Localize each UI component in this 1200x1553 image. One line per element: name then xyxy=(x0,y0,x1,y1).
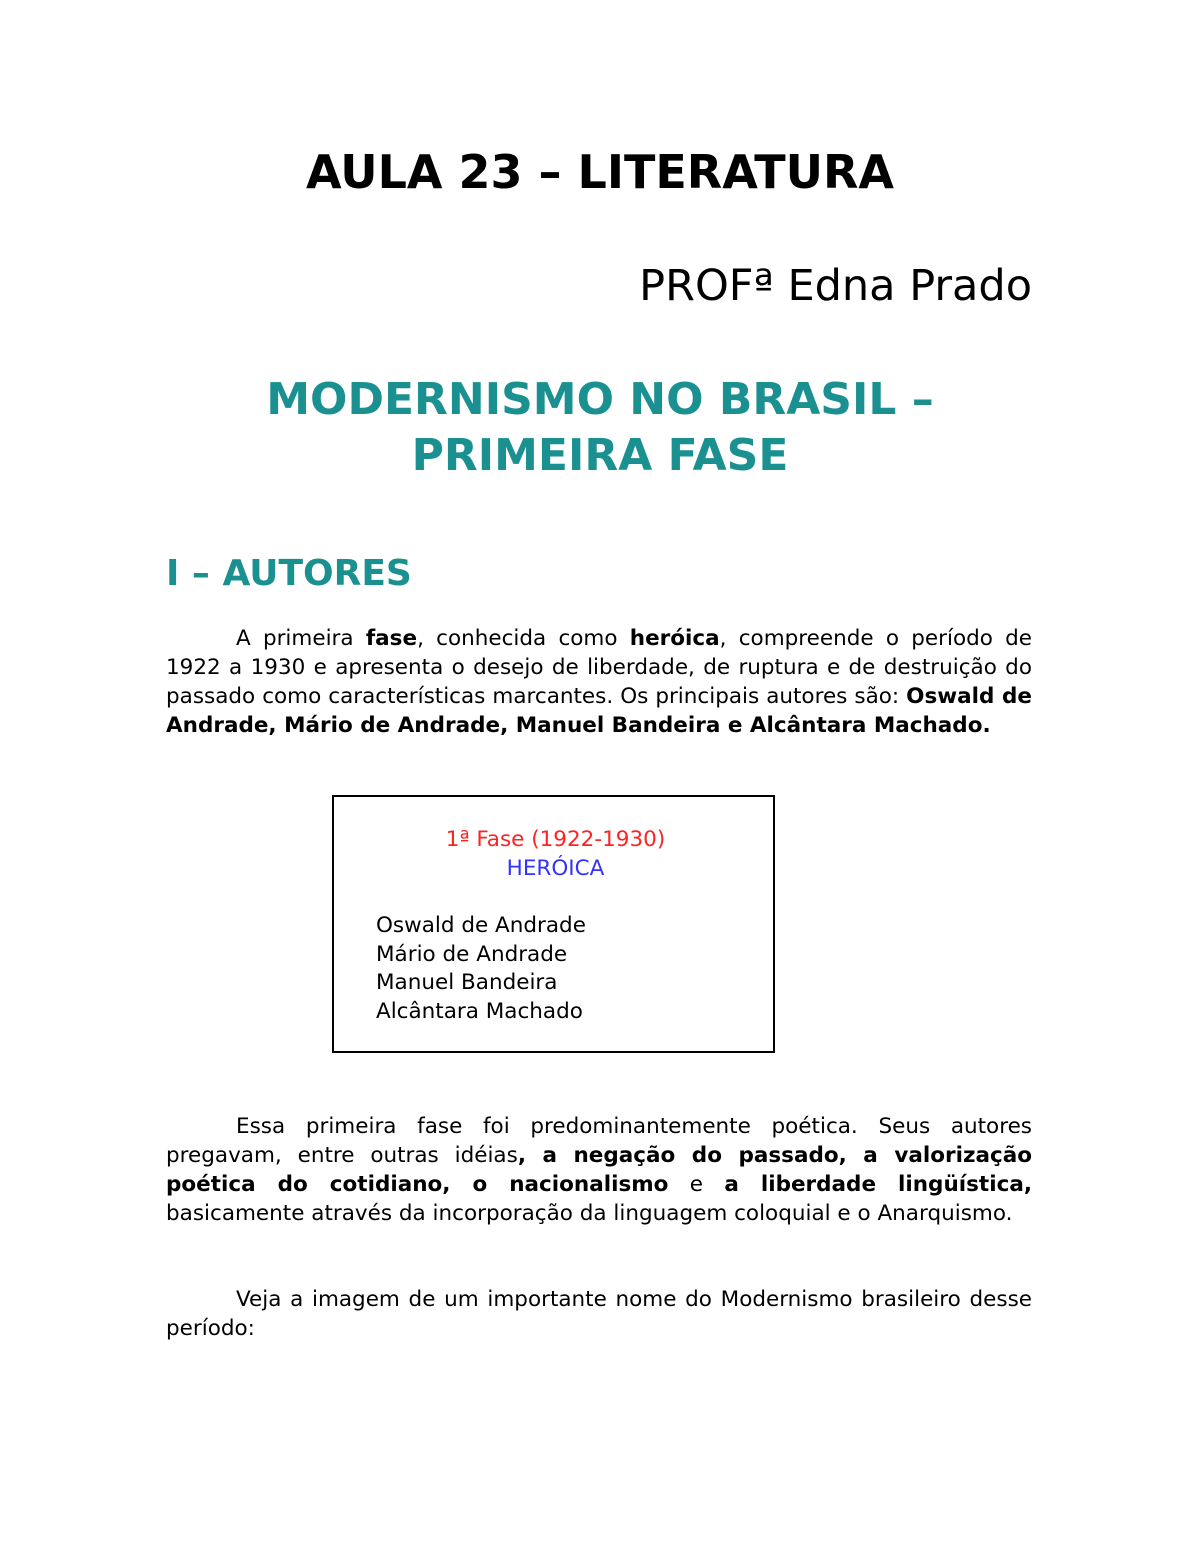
authors-list xyxy=(376,912,586,1026)
intro-bold-heroica: heróica xyxy=(629,626,720,651)
teacher-name: PROFª Edna Prado xyxy=(639,261,1032,311)
list-item: Alcântara Machado xyxy=(376,998,583,1024)
page-title: AULA 23 – LITERATURA xyxy=(306,145,894,199)
intro-bold-fase: fase xyxy=(365,626,418,651)
intro-bold-authors: Oswald de Andrade, Mário de Andrade, Manuel Bandeira e Alcântara Machado. xyxy=(166,684,1033,738)
main-heading-line1: MODERNISMO NO BRASIL – xyxy=(266,374,934,425)
section-heading: I – AUTORES xyxy=(166,553,412,594)
main-heading xyxy=(160,372,1040,484)
char-bold-2: a liberdade lingüística, xyxy=(724,1172,1032,1197)
char-text-1: Essa primeira fase foi predominantemente poética. Seus autores pregavam, entre outras idéias xyxy=(166,1114,1032,1168)
characteristics-paragraph xyxy=(166,1112,1032,1228)
box-title: 1ª Fase (1922-1930) xyxy=(445,827,666,852)
intro-paragraph xyxy=(166,624,1032,740)
intro-text-2: , conhecida como xyxy=(417,626,630,651)
list-item: Manuel Bandeira xyxy=(376,970,558,995)
list-item: Mário de Andrade xyxy=(376,941,568,967)
char-bold-1: , a negação do passado, a valorização poética do cotidiano, o nacionalismo xyxy=(166,1143,1033,1197)
authors-box xyxy=(332,795,775,1053)
image-intro-paragraph: Veja a imagem de um importante nome do Modernismo brasileiro desse período: xyxy=(166,1287,1032,1341)
list-item: Oswald de Andrade xyxy=(376,913,586,938)
main-heading-line2: PRIMEIRA FASE xyxy=(411,430,789,481)
box-subtitle: HERÓICA xyxy=(506,856,605,881)
intro-text-3: , compreende o período de 1922 a 1930 e apresenta o desejo de liberdade, de ruptura e de destruição do passado como características marcantes. Os principais autores são: xyxy=(166,626,1033,709)
intro-text-1: A primeira xyxy=(236,626,366,651)
char-text-3: basicamente através da incorporação da linguagem coloquial e o Anarquismo. xyxy=(166,1201,1013,1226)
char-text-2: e xyxy=(668,1172,725,1197)
